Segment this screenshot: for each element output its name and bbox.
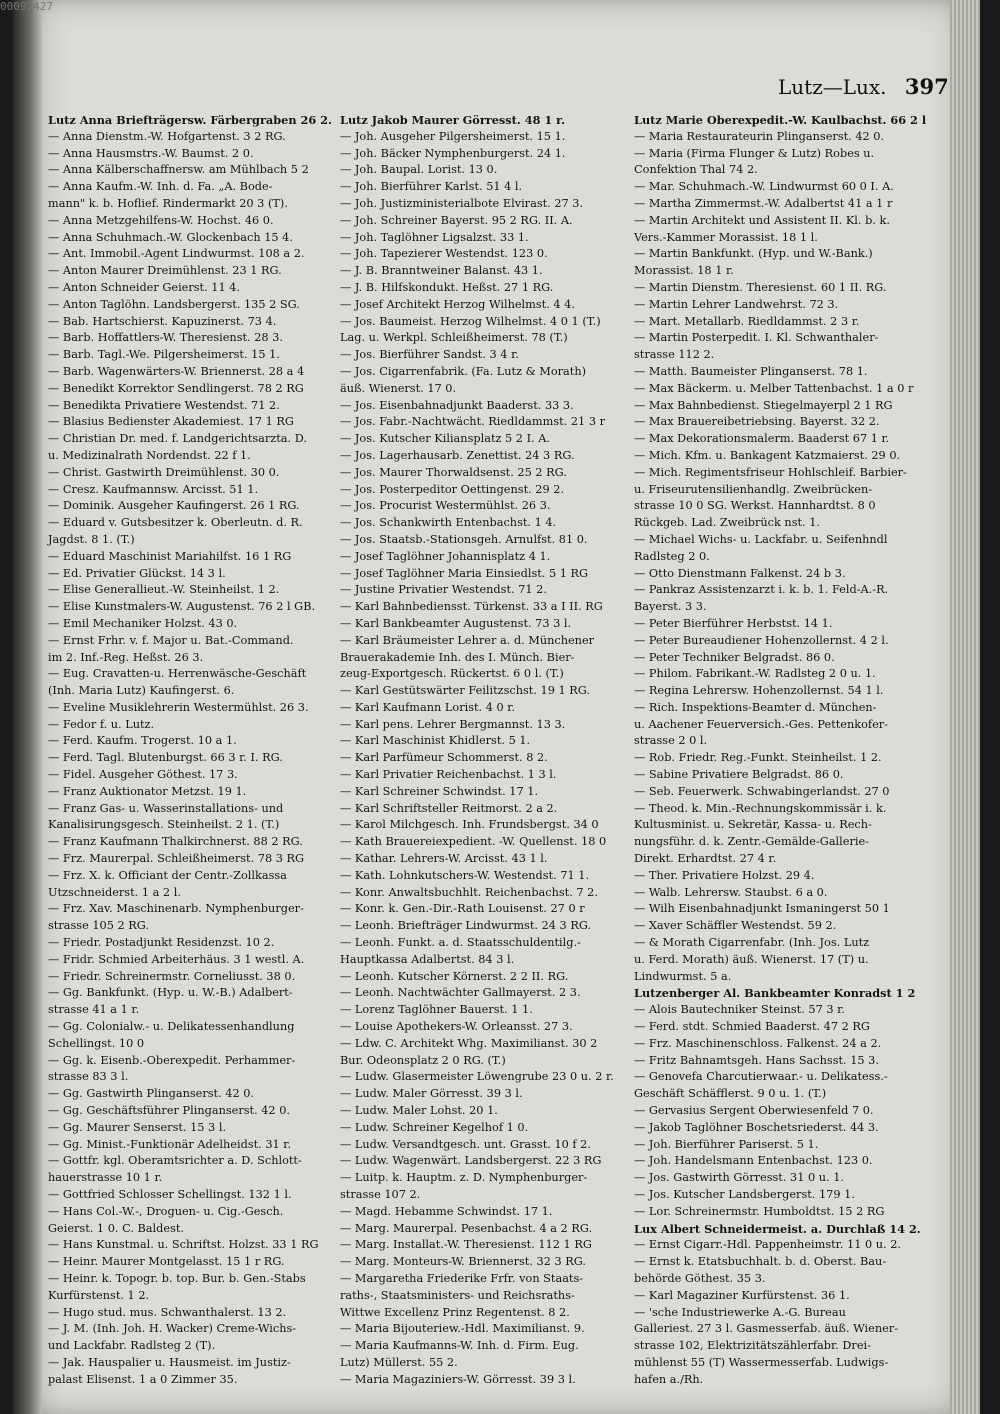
directory-entry-line: — Gg. Bankfunkt. (Hyp. u. W.-B.) Adalbert- [48,986,293,1000]
directory-entry-line: — Maria Bijouteriew.-Hdl. Maximilianst. 9. [340,1322,585,1336]
book-spine-shadow [12,0,42,1414]
directory-entry-line: — Emil Mechaniker Holzst. 43 0. [48,616,238,630]
directory-entry-line: — Seb. Feuerwerk. Schwabingerlandst. 27 0 [634,784,890,798]
directory-entry-line: behörde Göthest. 35 3. [634,1271,766,1285]
directory-entry-line: — Karl Parfümeur Schommerst. 8 2. [340,751,548,765]
directory-entry-line: — Karl Maschinist Khidlerst. 5 1. [340,734,531,748]
directory-entry-line: — Jos. Bierführer Sandst. 3 4 r. [340,348,519,362]
directory-entry-line: — Martha Zimmermst.-W. Adalbertst 41 a 1 r [634,196,893,210]
directory-entry-line: — Fedor f. u. Lutz. [48,717,155,731]
directory-entry-line: — Anton Taglöhn. Landsbergerst. 135 2 SG. [48,297,300,311]
directory-entry-line: — Kath. Lohnkutschers-W. Westendst. 71 1. [340,868,590,882]
directory-entry-line: — Bab. Hartschierst. Kapuzinerst. 73 4. [48,314,277,328]
directory-entry-line: — Cresz. Kaufmannsw. Arcisst. 51 1. [48,482,259,496]
directory-entry-line: — Eug. Cravatten-u. Herrenwäsche-Geschäft [48,667,307,681]
directory-entry-line: — Mich. Kfm. u. Bankagent Katzmaierst. 29 0. [634,448,901,462]
directory-entry-line: — Jos. Cigarrenfabrik. (Fa. Lutz & Morath) [340,364,586,378]
directory-entry-line: im 2. Inf.-Reg. Heßst. 26 3. [48,650,204,664]
directory-entry-line: — Justine Privatier Westendst. 71 2. [340,583,547,597]
directory-entry-line: — Philom. Fabrikant.-W. Radlsteg 2 0 u. 1. [634,667,876,681]
directory-entry-line: — Elise Generallieut.-W. Steinheilst. 1 2. [48,583,280,597]
directory-entry-line: — Franz Gas- u. Wasserinstallations- und [48,801,284,815]
directory-entry-line: Geschäft Schäfflerst. 9 0 u. 1. (T.) [634,1087,827,1101]
directory-entry-line: — Josef Taglöhner Johannisplatz 4 1. [340,549,551,563]
directory-entry-line: Rückgeb. Lad. Zweibrück nst. 1. [634,516,820,530]
directory-entry-line: — Eduard Maschinist Mariahilfst. 16 1 RG [48,549,292,563]
directory-entry-line: — Karl pens. Lehrer Bergmannst. 13 3. [340,717,566,731]
directory-entry-line: (Inh. Maria Lutz) Kaufingerst. 6. [48,684,235,698]
directory-entry-line: — Joh. Bäcker Nymphenburgerst. 24 1. [340,146,566,160]
directory-entry-line: — Marg. Installat.-W. Theresienst. 112 1 RG [340,1238,592,1252]
directory-entry-line: — Peter Bureaudiener Hohenzollernst. 4 2 l. [634,633,889,647]
directory-entry-line: — Louise Apothekers-W. Orleansst. 27 3. [340,1020,573,1034]
directory-entry-line: — Anna Schuhmach.-W. Glockenbach 15 4. [48,230,293,244]
directory-entry-line: — Frz. Maschinenschloss. Falkenst. 24 a 2. [634,1036,882,1050]
directory-entry-line: — Joh. Tapezierer Westendst. 123 0. [340,247,548,261]
directory-entry-line: — Leonh. Funkt. a. d. Staatsschuldentilg.- [340,936,581,950]
directory-entry-line: — Benedikt Korrektor Sendlingerst. 78 2 RG [48,381,304,395]
directory-entry-line: — Joh. Taglöhner Ligsalzst. 33 1. [340,230,529,244]
directory-entry-line: — Marg. Monteurs-W. Briennerst. 32 3 RG. [340,1255,586,1269]
directory-entry-line: strasse 112 2. [634,348,715,362]
directory-entry-line: — Gg. Gastwirth Plinganserst. 42 0. [48,1087,255,1101]
directory-entry-line: — Anna Hausmstrs.-W. Baumst. 2 0. [48,146,254,160]
directory-entry-line: — Mich. Regimentsfriseur Hohlschleif. Barbier- [634,465,907,479]
directory-entry-line: — Gottfr. kgl. Oberamtsrichter a. D. Schlott- [48,1154,302,1168]
directory-entry-line: Kurfürstenst. 1 2. [48,1288,150,1302]
directory-entry-line: — Jos. Baumeist. Herzog Wilhelmst. 4 0 1 (T.) [340,314,601,328]
directory-entry-line: Schellingst. 10 0 [48,1036,145,1050]
directory-entry-line: — Max Brauereibetriebsing. Bayerst. 32 2. [634,415,880,429]
directory-entry-line: — Benedikta Privatiere Westendst. 71 2. [48,398,280,412]
directory-entry-line: strasse 83 3 l. [48,1070,129,1084]
directory-entry-line: mühlenst 55 (T) Wassermesserfab. Ludwigs- [634,1355,889,1369]
directory-entry-line: hafen a./Rh. [634,1372,704,1386]
directory-entry-line: Lux Albert Schneidermeist. a. Durchlaß 14 2. [634,1221,921,1236]
directory-entry-line: — Peter Bierführer Herbstst. 14 1. [634,616,833,630]
directory-entry-line: — Michael Wichs- u. Lackfabr. u. Seifenhndl [634,532,888,546]
directory-entry-line: — Ludw. Versandtgesch. unt. Grasst. 10 f 2. [340,1137,591,1151]
directory-entry-line: — Hugo stud. mus. Schwanthalerst. 13 2. [48,1305,287,1319]
directory-entry-line: — Fidel. Ausgeher Göthest. 17 3. [48,768,238,782]
directory-entry-line: strasse 107 2. [340,1188,421,1201]
directory-entry-line: — Joh. Baupal. Lorist. 13 0. [340,163,498,177]
directory-entry-line: Bur. Odeonsplatz 2 0 RG. (T.) [340,1053,506,1067]
directory-entry-line: — Karl Bahnbediensst. Türkenst. 33 a I II. RG [340,600,603,614]
directory-entry-line: Brauerakademie Inh. des I. Münch. Bier- [340,650,575,664]
directory-entry-line: — Gg. Maurer Senserst. 15 3 l. [48,1120,227,1134]
directory-entry-line: — Gervasius Sergent Oberwiesenfeld 7 0. [634,1104,874,1118]
column-3 [634,112,932,1386]
directory-entry-line: — Mar. Schuhmach.-W. Lindwurmst 60 0 I. A. [634,180,894,194]
directory-entry-line: — Jos. Kutscher Landsbergerst. 179 1. [634,1188,855,1201]
directory-entry-line: — Ludw. Wagenwärt. Landsbergerst. 22 3 RG [340,1154,602,1168]
directory-entry-line: zeug-Exportgesch. Rückertst. 6 0 l. (T.) [340,667,564,681]
directory-entry-line: u. Medizinalrath Nordendst. 22 f 1. [48,448,251,462]
directory-entry-line: — Konr. Anwaltsbuchhlt. Reichenbachst. 7 2. [340,885,598,899]
directory-entry-line: — Martin Bankfunkt. (Hyp. und W.-Bank.) [634,247,873,261]
directory-entry-line: — Matth. Baumeister Plinganserst. 78 1. [634,364,868,378]
running-title: Lutz—Lux. [778,75,887,99]
directory-entry-line: — Gottfried Schlosser Schellingst. 132 1 l. [48,1188,292,1201]
directory-entry-line: — Karl Kaufmann Lorist. 4 0 r. [340,700,516,714]
directory-entry-line: — Magd. Hebamme Schwindst. 17 1. [340,1204,553,1218]
directory-entry-line: — Jos. Lagerhausarb. Zenettist. 24 3 RG. [340,448,575,462]
directory-entry-line: — Ernst k. Etatsbuchhalt. b. d. Oberst. Bau- [634,1255,887,1269]
directory-entry-line: — Friedr. Postadjunkt Residenzst. 10 2. [48,936,275,950]
directory-entry-line: — Alois Bautechniker Steinst. 57 3 r. [634,1003,845,1017]
directory-entry-line: — Jos. Posterpeditor Oettingenst. 29 2. [340,482,565,496]
column-1 [48,112,338,1386]
directory-entry-line: — Ludw. Glasermeister Löwengrube 23 0 u. 2 r. [340,1070,614,1084]
directory-entry-line: Vers.-Kammer Morassist. 18 1 l. [634,230,818,244]
directory-entry-line: Utzschneiderst. 1 a 2 l. [48,885,181,899]
directory-entry-line: — Josef Taglöhner Maria Einsiedlst. 5 1 RG [340,566,589,580]
directory-entry-line: palast Elisenst. 1 a 0 Zimmer 35. [48,1372,238,1386]
directory-entry-line: — Ferd. Kaufm. Trogerst. 10 a 1. [48,734,237,748]
directory-entry-line: — Kathar. Lehrers-W. Arcisst. 43 1 l. [340,852,548,866]
directory-entry-line: — Elise Kunstmalers-W. Augustenst. 76 2 l GB. [48,600,316,614]
directory-entry-line: — Mart. Metallarb. Riedldammst. 2 3 r. [634,314,860,328]
directory-entry-line: — Karl Schreiner Schwindst. 17 1. [340,784,539,798]
directory-entry-line: — Max Bahnbedienst. Stiegelmayerpl 2 1 RG [634,398,893,412]
directory-entry-line: — Barb. Wagenwärters-W. Briennerst. 28 a 4 [48,364,305,378]
directory-entry-line: Bayerst. 3 3. [634,600,707,614]
directory-entry-line: — Joh. Handelsmann Entenbachst. 123 0. [634,1154,873,1168]
directory-entry-line: — Regina Lehrersw. Hohenzollernst. 54 1 l. [634,684,884,698]
directory-entry-line: — Fridr. Schmied Arbeiterhäus. 3 1 westl. A. [48,952,305,966]
directory-entry-line: — Joh. Bierführer Pariserst. 5 1. [634,1137,819,1151]
directory-entry-line: — Anna Kaufm.-W. Inh. d. Fa. „A. Bode- [48,180,273,194]
directory-entry-line: — Ernst Cigarr.-Hdl. Pappenheimstr. 11 0 u. 2. [634,1238,902,1252]
directory-entry-line: — Ludw. Schreiner Kegelhof 1 0. [340,1120,529,1134]
directory-entry-line: — Anton Maurer Dreimühlenst. 23 1 RG. [48,264,282,278]
directory-entry-line: hauerstrasse 10 1 r. [48,1171,163,1185]
directory-entry-line: — Jos. Maurer Thorwaldsenst. 25 2 RG. [340,465,567,479]
directory-entry-line: u. Aachener Feuerversich.-Ges. Pettenkofer- [634,717,888,731]
directory-entry-line: — Max Dekorationsmalerm. Baaderst 67 1 r. [634,432,890,446]
directory-entry-line: — Otto Dienstmann Falkenst. 24 b 3. [634,566,846,580]
directory-entry-line: mann" k. b. Hoflief. Rindermarkt 20 3 (T). [48,196,288,210]
directory-entry-line: — Hans Kunstmal. u. Schriftst. Holzst. 33 1 RG [48,1238,319,1252]
directory-entry-line: Galleriest. 27 3 l. Gasmesserfab. äuß. Wiener- [634,1322,899,1336]
directory-entry-line: — Joh. Schreiner Bayerst. 95 2 RG. II. A. [340,213,573,227]
directory-entry-line: — Jos. Eisenbahnadjunkt Baaderst. 33 3. [340,398,574,412]
directory-entry-line: Wittwe Excellenz Prinz Regentenst. 8 2. [340,1305,570,1319]
directory-entry-line: Lindwurmst. 5 a. [634,969,732,983]
directory-entry-line: — Lorenz Taglöhner Bauerst. 1 1. [340,1003,533,1017]
directory-entry-line: — Christian Dr. med. f. Landgerichtsarzta. D. [48,432,307,446]
directory-entry-line: — Pankraz Assistenzarzt i. k. b. 1. Feld-A.-R. [634,583,889,597]
directory-entry-line: — Jakob Taglöhner Boschetsriederst. 44 3. [634,1120,879,1134]
directory-entry-line: — Jos. Kutscher Kiliansplatz 5 2 I. A. [340,432,550,446]
directory-entry-line: — Rich. Inspektions-Beamter d. München- [634,700,877,714]
directory-entry-line: — Maria Kaufmanns-W. Inh. d. Firm. Eug. [340,1339,579,1353]
directory-entry-line: — J. B. Branntweiner Balanst. 43 1. [340,264,543,278]
directory-entry-line: — Gg. Geschäftsführer Plinganserst. 42 0. [48,1104,290,1118]
directory-entry-line: — Anton Schneider Geierst. 11 4. [48,280,241,294]
directory-entry-line: — Martin Dienstm. Theresienst. 60 1 II. RG. [634,280,887,294]
directory-entry-line: — Maria (Firma Flunger & Lutz) Robes u. [634,146,875,160]
directory-entry-line: — Walb. Lehrersw. Staubst. 6 a 0. [634,885,828,899]
directory-entry-line: — Rob. Friedr. Reg.-Funkt. Steinheilst. 1 2. [634,751,882,765]
directory-entry-line: — Fritz Bahnamtsgeh. Hans Sachsst. 15 3. [634,1053,879,1067]
directory-entry-line: raths-, Staatsministers- und Reichsraths- [340,1288,575,1302]
directory-entry-line: — Jos. Staatsb.-Stationsgeh. Arnulfst. 81 0. [340,532,588,546]
directory-entry-line: — Karl Gestütswärter Feilitzschst. 19 1 RG. [340,684,590,698]
directory-entry-line: — Karl Bankbeamter Augustenst. 73 3 l. [340,616,572,630]
directory-entry-line: — Ldw. C. Architekt Whg. Maximilianst. 30 2 [340,1036,598,1050]
directory-entry-line: — Ludw. Maler Lohst. 20 1. [340,1104,498,1118]
directory-entry-line: strasse 105 2 RG. [48,919,149,933]
directory-entry-line: Lutz Anna Briefträgersw. Färbergraben 26 2. [48,113,332,127]
directory-entry-line: Kultusminist. u. Sekretär, Kassa- u. Rech- [634,818,872,832]
directory-entry-line: — Joh. Ausgeher Pilgersheimerst. 15 1. [340,129,566,143]
directory-entry-line: — Joh. Justizministerialbote Elvirast. 27 3. [340,196,584,210]
directory-entry-line: Lutzenberger Al. Bankbeamter Konradst 1 2 [634,986,916,1001]
directory-entry-line: — Frz. Maurerpal. Schleißheimerst. 78 3 RG [48,852,305,866]
directory-entry-line: — Dominik. Ausgeher Kaufingerst. 26 1 RG. [48,499,300,513]
directory-entry-line: — Ernst Frhr. v. f. Major u. Bat.-Command. [48,633,294,647]
directory-entry-line: — Margaretha Friederike Frfr. von Staats- [340,1271,584,1285]
directory-entry-line: Lutz) Müllerst. 55 2. [340,1355,458,1369]
directory-entry-line: — Jak. Hauspalier u. Hausmeist. im Justiz- [48,1355,291,1369]
directory-entry-line: — Genovefa Charcutierwaar.- u. Delikatess.- [634,1070,888,1084]
directory-entry-line: — Friedr. Schreinermstr. Corneliusst. 38 0. [48,969,296,983]
directory-entry-line: Hauptkassa Adalbertst. 84 3 l. [340,952,515,966]
directory-entry-line: — J. B. Hilfskondukt. Heßst. 27 1 RG. [340,280,554,294]
directory-entry-line: — Martin Posterpedit. I. Kl. Schwanthaler- [634,331,879,345]
directory-entry-line: — Christ. Gastwirth Dreimühlenst. 30 0. [48,465,280,479]
directory-entry-line: — Gg. k. Eisenb.-Oberexpedit. Perhammer- [48,1053,296,1067]
directory-entry-line: — Ferd. Tagl. Blutenburgst. 66 3 r. I. RG. [48,751,283,765]
catalog-id: 00092427 [0,0,53,13]
directory-entry-line: Geierst. 1 0. C. Baldest. [48,1221,184,1235]
directory-entry-line: strasse 102, Elektrizitätszählerfabr. Drei- [634,1339,871,1353]
directory-entry-line: — Franz Kaufmann Thalkirchnerst. 88 2 RG. [48,835,303,849]
directory-entry-line: u. Friseurutensilienhandlg. Zweibrücken- [634,482,873,496]
directory-entry-line: — Jos. Gastwirth Görresst. 31 0 u. 1. [634,1171,844,1185]
directory-entry-line: — Karl Bräumeister Lehrer a. d. Münchener [340,633,595,647]
directory-entry-line: strasse 41 a 1 r. [48,1003,140,1017]
directory-entry-line: — Franz Auktionator Metzst. 19 1. [48,784,247,798]
directory-entry-line: — Theod. k. Min.-Rechnungskommissär i. k. [634,801,887,815]
directory-entry-line: — Maria Magaziniers-W. Görresst. 39 3 l. [340,1372,576,1386]
directory-entry-line: — Max Bäckerm. u. Melber Tattenbachst. 1 a 0 r [634,381,914,395]
directory-entry-line: Morassist. 18 1 r. [634,264,734,278]
directory-entry-line: — Maria Restaurateurin Plinganserst. 42 0. [634,129,885,143]
directory-entry-line: Lutz Marie Oberexpedit.-W. Kaulbachst. 66 2 l [634,113,927,127]
directory-entry-line: Jagdst. 8 1. (T.) [48,532,135,546]
directory-entry-line: — Gg. Minist.-Funktionär Adelheidst. 31 r. [48,1137,292,1151]
directory-entry-line: — Jos. Schankwirth Entenbachst. 1 4. [340,516,557,530]
directory-entry-line: — Xaver Schäffler Westendst. 59 2. [634,919,837,933]
directory-entry-line: — Anna Dienstm.-W. Hofgartenst. 3 2 RG. [48,129,286,143]
directory-entry-line: Radlsteg 2 0. [634,549,710,563]
directory-entry-line: — & Morath Cigarrenfabr. (Inh. Jos. Lutz [634,936,870,950]
directory-entry-line: — Eveline Musiklehrerin Westermühlst. 26 3. [48,700,309,714]
directory-entry-line: — Leonh. Briefträger Lindwurmst. 24 3 RG. [340,919,592,933]
directory-entry-line: — Anna Kälberschaffnersw. am Mühlbach 5 2 [48,163,309,177]
directory-entry-line: — Lor. Schreinermstr. Humboldtst. 15 2 RG [634,1204,885,1218]
directory-entry-line: — J. M. (Inh. Joh. H. Wacker) Creme-Wichs- [48,1322,297,1336]
directory-entry-line: nungsführ. d. k. Zentr.-Gemälde-Gallerie- [634,835,869,849]
directory-entry-line: strasse 2 0 l. [634,734,708,748]
directory-entry-line: — Luitp. k. Hauptm. z. D. Nymphenburger- [340,1171,588,1185]
directory-entry-line: — Eduard v. Gutsbesitzer k. Oberleutn. d. R. [48,516,303,530]
directory-entry-line: — Konr. k. Gen.-Dir.-Rath Louisenst. 27 0 r [340,902,585,916]
directory-entry-line: — Karl Magaziner Kurfürstenst. 36 1. [634,1288,850,1302]
directory-entry-line: — Hans Col.-W.-, Droguen- u. Cig.-Gesch. [48,1204,284,1218]
directory-entry-line: — Gg. Colonialw.- u. Delikatessenhandlung [48,1020,295,1034]
directory-entry-line: und Lackfabr. Radlsteg 2 (T). [48,1339,216,1353]
directory-entry-line: u. Ferd. Morath) äuß. Wienerst. 17 (T) u. [634,952,869,966]
directory-entry-line: — Blasius Bedienster Akademiest. 17 1 RG [48,415,294,429]
directory-entry-line: — Ant. Immobil.-Agent Lindwurmst. 108 a 2. [48,247,305,261]
directory-entry-line: — Jos. Procurist Westermühlst. 26 3. [340,499,551,513]
directory-entry-line: — Josef Architekt Herzog Wilhelmst. 4 4. [340,297,575,311]
directory-entry-line: — Heinr. Maurer Montgelasst. 15 1 r RG. [48,1255,285,1269]
directory-entry-line: — Leonh. Kutscher Körnerst. 2 2 II. RG. [340,969,569,983]
directory-entry-line: — Kath Brauereiexpedient. -W. Quellenst. 18 0 [340,835,607,849]
directory-entry-line: — Wilh Eisenbahnadjunkt Ismaningerst 50 1 [634,902,890,916]
directory-entry-line: — Jos. Fabr.-Nachtwächt. Riedldammst. 21 3 r [340,415,605,429]
directory-entry-line: — Frz. X. k. Officiant der Centr.-Zollkassa [48,868,287,882]
directory-entry-line: — Peter Techniker Belgradst. 86 0. [634,650,835,664]
directory-entry-line: Lag. u. Werkpl. Schleißheimerst. 78 (T.) [340,331,568,345]
directory-entry-line: — Anna Metzgehilfens-W. Hochst. 46 0. [48,213,274,227]
directory-entry-line: strasse 10 0 SG. Werkst. Hannhardtst. 8 0 [634,499,876,513]
directory-entry-line: Kanalisirungsgesch. Steinheilst. 2 1. (T.) [48,818,280,832]
directory-entry-line: — Ludw. Maler Görresst. 39 3 l. [340,1087,523,1101]
directory-entry-line: — Barb. Tagl.-We. Pilgersheimerst. 15 1. [48,348,280,362]
directory-entry-line: — Joh. Bierführer Karlst. 51 4 l. [340,180,523,194]
page-number: 397 [904,74,949,99]
directory-entry-line: — Karol Milchgesch. Inh. Frundsbergst. 34 0 [340,818,599,832]
directory-entry-line: — Karl Schriftsteller Reitmorst. 2 a 2. [340,801,558,815]
directory-entry-line: — Ther. Privatiere Holzst. 29 4. [634,868,815,882]
directory-entry-line: — Sabine Privatiere Belgradst. 86 0. [634,768,844,782]
directory-entry-line: äuß. Wienerst. 17 0. [340,381,457,395]
directory-entry-line: — Martin Lehrer Landwehrst. 72 3. [634,297,839,311]
directory-entry-line: Lutz Jakob Maurer Görresst. 48 1 r. [340,113,566,127]
page-header [778,74,949,99]
directory-entry-line: — 'sche Industriewerke A.-G. Bureau [634,1305,846,1319]
directory-entry-line: — Marg. Maurerpal. Pesenbachst. 4 a 2 RG. [340,1221,593,1235]
directory-entry-line: — Karl Privatier Reichenbachst. 1 3 l. [340,768,557,782]
directory-entry-line: Direkt. Erhardtst. 27 4 r. [634,852,777,866]
directory-entry-line: — Ed. Privatier Glückst. 14 3 l. [48,566,226,580]
page-edges [950,0,980,1414]
directory-entry-line: — Martin Architekt und Assistent II. Kl. b. k. [634,213,890,227]
column-2 [340,112,630,1386]
directory-entry-line: — Leonh. Nachtwächter Gallmayerst. 2 3. [340,986,581,1000]
directory-entry-line: — Ferd. stdt. Schmied Baaderst. 47 2 RG [634,1020,870,1034]
directory-entry-line: Confektion Thal 74 2. [634,163,758,177]
directory-entry-line: — Barb. Hoffattlers-W. Theresienst. 28 3. [48,331,283,345]
directory-entry-line: — Heinr. k. Topogr. b. top. Bur. b. Gen.-Stabs [48,1271,306,1285]
directory-entry-line: — Frz. Xav. Maschinenarb. Nymphenburger- [48,902,304,916]
